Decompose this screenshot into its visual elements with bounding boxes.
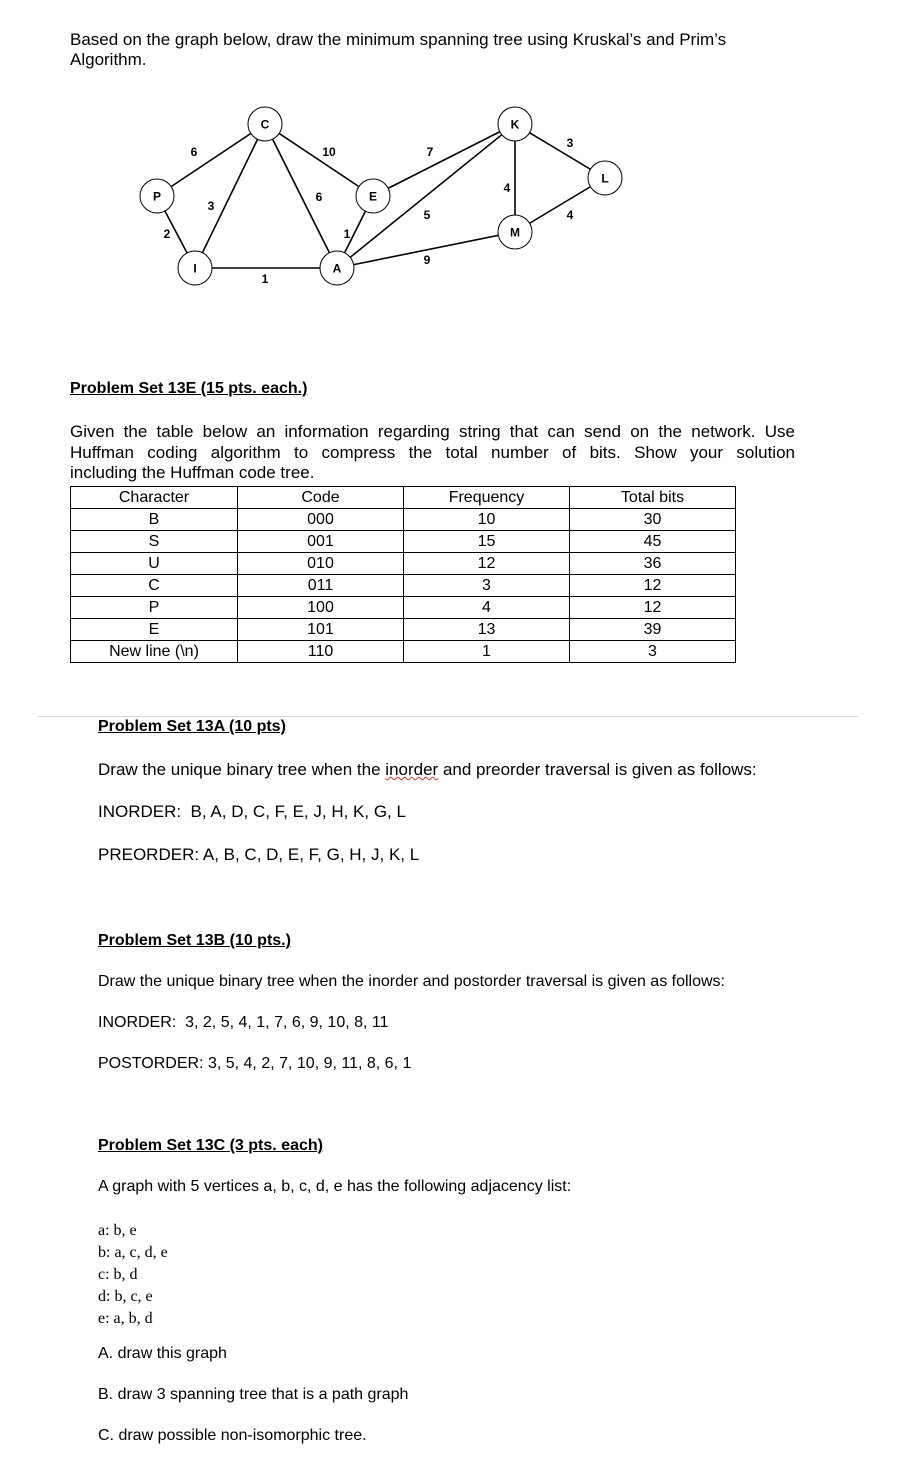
set13a-inorder: INORDER: B, A, D, C, F, E, J, H, K, G, L [98, 802, 406, 821]
set13e-line-3: including the Huffman code tree. [70, 463, 315, 482]
adjacency-d: d: b, c, e [98, 1288, 153, 1305]
cell-code: 000 [238, 509, 404, 531]
set13b-postorder: POSTORDER: 3, 5, 4, 2, 7, 10, 9, 11, 8, 6, 1 [98, 1055, 412, 1072]
huffman-table [70, 486, 736, 663]
set13a-prompt [98, 760, 757, 780]
adjacency-list [98, 1220, 168, 1330]
set13e-instructions [70, 422, 795, 484]
set13c-task-c: C. draw possible non-isomorphic tree. [98, 1427, 367, 1444]
table-row [71, 641, 736, 663]
cell-total-bits: 45 [570, 531, 736, 553]
cell-frequency: 1 [404, 641, 570, 663]
edge-label-p-c: 6 [190, 145, 198, 159]
cell-frequency: 3 [404, 575, 570, 597]
set13e-line-1: Given the table below an information regarding string that can send on the network. Use [70, 422, 795, 441]
table-row [71, 531, 736, 553]
col-header-frequency: Frequency [404, 487, 570, 509]
cell-code: 010 [238, 553, 404, 575]
node-p-label: P [152, 189, 162, 204]
adjacency-b: b: a, c, d, e [98, 1244, 168, 1261]
edge-c-e [265, 124, 373, 196]
cell-character: C [71, 575, 238, 597]
section-divider [38, 716, 858, 717]
cell-code: 011 [238, 575, 404, 597]
cell-frequency: 13 [404, 619, 570, 641]
set13c-task-a: A. draw this graph [98, 1345, 227, 1362]
cell-frequency: 12 [404, 553, 570, 575]
set13b-inorder: INORDER: 3, 2, 5, 4, 1, 7, 6, 9, 10, 8, 11 [98, 1014, 389, 1031]
table-row [71, 509, 736, 531]
adjacency-c: c: b, d [98, 1266, 138, 1283]
set13a-prompt-after: and preorder traversal is given as follows: [438, 760, 757, 779]
edge-label-e-a: 1 [343, 227, 351, 241]
edge-label-e-k: 7 [426, 145, 434, 159]
adjacency-e: e: a, b, d [98, 1310, 153, 1327]
edge-label-k-m: 4 [503, 181, 511, 195]
set13a-prompt-before: Draw the unique binary tree when the [98, 760, 386, 779]
cell-code: 001 [238, 531, 404, 553]
weighted-graph-diagram [0, 100, 897, 300]
table-row [71, 553, 736, 575]
node-c [248, 107, 282, 141]
col-header-character: Character [71, 487, 238, 509]
intro-text [70, 30, 830, 70]
node-a [320, 251, 354, 285]
cell-code: 100 [238, 597, 404, 619]
node-l-label: L [601, 171, 609, 186]
cell-total-bits: 36 [570, 553, 736, 575]
node-a-label: A [332, 261, 342, 276]
node-p [140, 179, 174, 213]
cell-character: New line (\n) [71, 641, 238, 663]
set13b-heading: Problem Set 13B (10 pts.) [98, 932, 291, 949]
cell-character: S [71, 531, 238, 553]
set13b-prompt: Draw the unique binary tree when the inorder and postorder traversal is given as follows: [98, 973, 725, 990]
node-e-label: E [368, 189, 378, 204]
node-k-label: K [510, 117, 520, 132]
set13a-preorder: PREORDER: A, B, C, D, E, F, G, H, J, K, L [98, 845, 420, 864]
cell-total-bits: 30 [570, 509, 736, 531]
cell-total-bits: 3 [570, 641, 736, 663]
cell-character: E [71, 619, 238, 641]
set13c-prompt: A graph with 5 vertices a, b, c, d, e has the following adjacency list: [98, 1178, 572, 1195]
edge-label-p-i: 2 [163, 227, 171, 241]
set13c-task-b: B. draw 3 spanning tree that is a path graph [98, 1386, 409, 1403]
set13e-line-2: Huffman coding algorithm to compress the total number of bits. Show your solution [70, 442, 795, 462]
cell-character: P [71, 597, 238, 619]
cell-character: U [71, 553, 238, 575]
cell-frequency: 10 [404, 509, 570, 531]
edge-c-i [195, 124, 265, 268]
cell-frequency: 4 [404, 597, 570, 619]
cell-total-bits: 39 [570, 619, 736, 641]
intro-line-2: Algorithm. [70, 50, 147, 69]
table-header-row [71, 487, 736, 509]
table-row [71, 597, 736, 619]
edge-p-c [157, 124, 265, 196]
edge-label-c-a: 6 [315, 190, 323, 204]
edge-label-m-l: 4 [566, 208, 574, 222]
edge-e-k [373, 124, 515, 196]
table-row [71, 619, 736, 641]
col-header-code: Code [238, 487, 404, 509]
node-i [178, 251, 212, 285]
edge-label-a-k: 5 [423, 208, 431, 222]
cell-total-bits: 12 [570, 597, 736, 619]
set13e-heading: Problem Set 13E (15 pts. each.) [70, 380, 308, 397]
node-k [498, 107, 532, 141]
edge-label-k-l: 3 [566, 136, 574, 150]
cell-frequency: 15 [404, 531, 570, 553]
set13a-heading: Problem Set 13A (10 pts) [98, 718, 286, 735]
cell-total-bits: 12 [570, 575, 736, 597]
node-l [588, 161, 622, 195]
edge-label-a-m: 9 [423, 253, 431, 267]
col-header-total-bits: Total bits [570, 487, 736, 509]
node-m [498, 215, 532, 249]
edge-label-c-e: 10 [322, 145, 336, 159]
node-i-label: I [193, 261, 197, 276]
cell-character: B [71, 509, 238, 531]
node-c-label: C [260, 117, 270, 132]
cell-code: 101 [238, 619, 404, 641]
edge-label-c-i: 3 [207, 199, 215, 213]
node-e [356, 179, 390, 213]
table-row [71, 575, 736, 597]
node-m-label: M [510, 225, 520, 240]
edge-label-i-a: 1 [261, 272, 269, 286]
set13c-heading: Problem Set 13C (3 pts. each) [98, 1137, 323, 1154]
cell-code: 110 [238, 641, 404, 663]
set13a-prompt-word: inorder [385, 760, 439, 779]
adjacency-a: a: b, e [98, 1222, 137, 1239]
intro-line-1: Based on the graph below, draw the minimum spanning tree using Kruskal’s and Prim’s [70, 30, 727, 49]
